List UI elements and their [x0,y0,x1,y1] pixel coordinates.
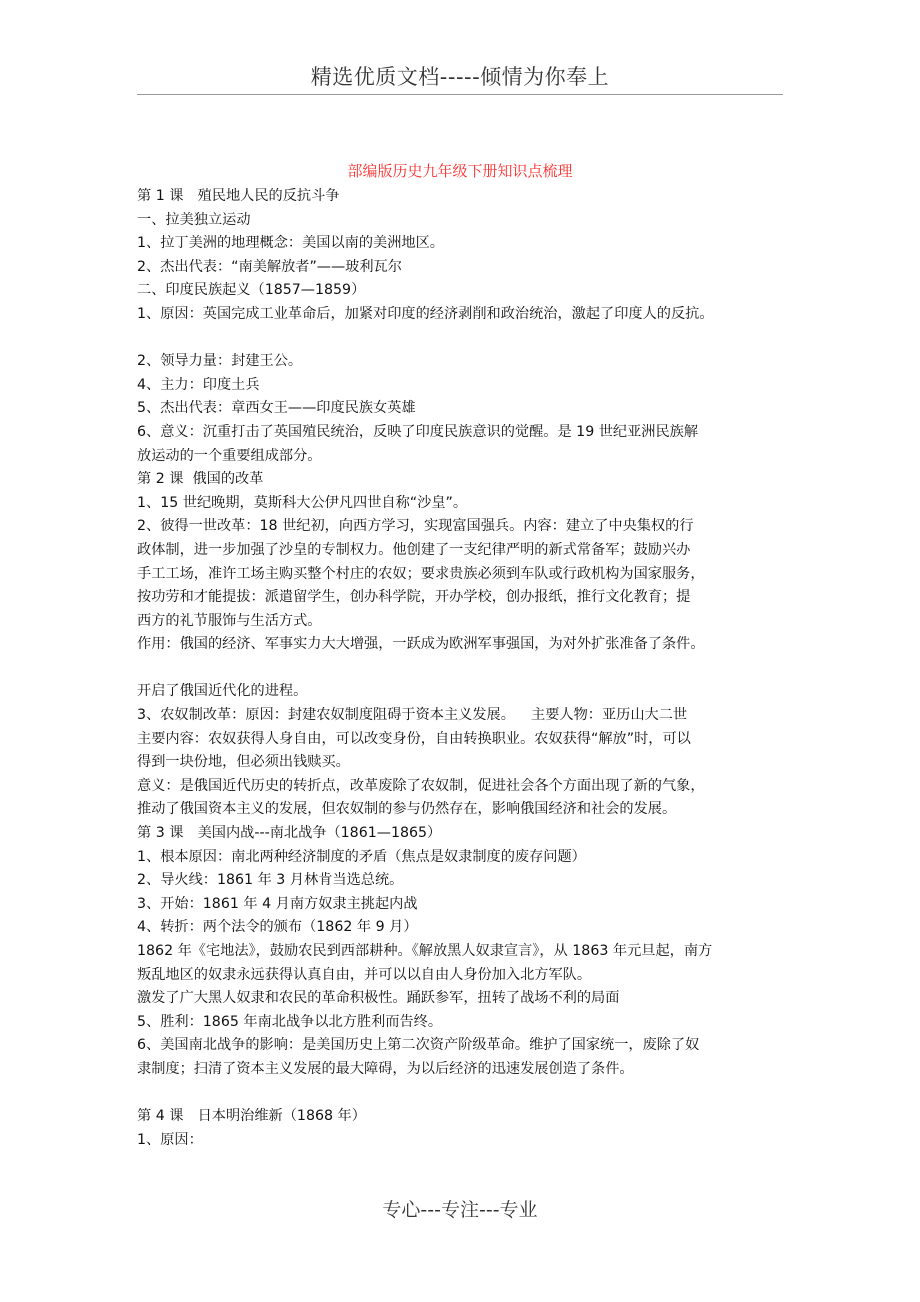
paragraph-line: 3、农奴制改革：原因：封建农奴制度阻碍于资本主义发展。 主要人物：亚历山大二世 [137,707,688,724]
paragraph-line: 得到一块份地，但必须出钱赎买。 [137,754,350,771]
paragraph-line: 作用：俄国的经济、军事实力大大增强，一跃成为欧洲军事强国，为对外扩张准备了条件。 [137,636,705,653]
paragraph-line: 6、美国南北战争的影响：是美国历史上第二次资产阶级革命。维护了国家统一，废除了奴 [137,1037,700,1054]
paragraph-line: 意义：是俄国近代历史的转折点，改革废除了农奴制，促进社会各个方面出现了新的气象， [137,777,705,794]
paragraph-line: 隶制度；扫清了资本主义发展的最大障碍，为以后经济的迅速发展创造了条件。 [137,1060,634,1077]
section-heading: 二、印度民族起义（1857—1859） [137,282,366,299]
lesson-heading: 第 1 课 殖民地人民的反抗斗争 [137,188,340,204]
paragraph-line: 3、开始：1861 年 4 月南方奴隶主挑起内战 [137,895,418,912]
page-footer: 专心---专注---专业 [382,1199,538,1221]
paragraph-line: 放运动的一个重要组成部分。 [137,447,322,464]
paragraph-line: 政体制，进一步加强了沙皇的专制权力。他创建了一支纪律严明的新式常备军；鼓励兴办 [137,541,691,558]
paragraph-line: 1、拉丁美洲的地理概念：美国以南的美洲地区。 [137,235,444,252]
paragraph-line: 6、意义：沉重打击了英国殖民统治，反映了印度民族意识的觉醒。是 19 世纪亚洲民族解 [137,423,699,440]
paragraph-line: 2、导火线：1861 年 3 月林肯当选总统。 [137,872,404,889]
paragraph-line: 5、杰出代表：章西女王——印度民族女英雄 [137,400,416,417]
lesson-heading: 第 3 课 美国内战---南北战争（1861—1865） [137,825,442,842]
paragraph-line: 5、胜利：1865 年南北战争以北方胜利而告终。 [137,1013,443,1030]
paragraph-line: 2、领导力量：封建王公。 [137,353,303,370]
paragraph-line: 1862 年《宅地法》，鼓励农民到西部耕种。《解放黑人奴隶宣言》，从 1863 年元旦起，南方 [137,943,713,959]
paragraph-line: 开启了俄国近代化的进程。 [137,683,308,700]
paragraph-line: 1、15 世纪晚期，莫斯科大公伊凡四世自称“沙皇”。 [137,494,468,511]
lesson-heading: 第 4 课 日本明治维新（1868 年） [137,1108,366,1125]
document-body [137,185,787,1152]
blank-line [137,327,787,351]
section-heading: 一、拉美独立运动 [137,211,251,228]
page-header: 精选优质文档-----倾情为你奉上 [310,65,610,89]
paragraph-line: 叛乱地区的奴隶永远获得认真自由，并可以以自由人身份加入北方军队。 [137,966,592,983]
paragraph-line: 激发了广大黑人奴隶和农民的革命积极性。踊跃参军，扭转了战场不利的局面 [137,990,620,1007]
document-title: 部编版历史九年级下册知识点梳理 [347,162,573,180]
paragraph-line: 1、原因： [137,1131,203,1148]
blank-line [137,657,787,681]
lesson-heading: 第 2 课 俄国的改革 [137,471,264,488]
paragraph-line: 4、转折：两个法令的颁布（1862 年 9 月） [137,919,418,936]
paragraph-line: 主要内容：农奴获得人身自由，可以改变身份，自由转换职业。农奴获得“解放”时，可以 [137,730,691,747]
paragraph-line: 2、杰出代表：“南美解放者”——玻利瓦尔 [137,258,402,275]
header-divider [137,94,783,95]
paragraph-line: 手工工场，准许工场主购买整个村庄的农奴；要求贵族必须到车队或行政机构为国家服务， [137,565,705,582]
paragraph-line: 西方的礼节服饰与生活方式。 [137,612,322,629]
paragraph-line: 4、主力：印度土兵 [137,376,260,393]
paragraph-line: 1、原因：英国完成工业革命后，加紧对印度的经济剥削和政治统治，激起了印度人的反抗。 [137,305,714,322]
paragraph-line: 2、彼得一世改革：18 世纪初，向西方学习，实现富国强兵。内容：建立了中央集权的行 [137,518,694,535]
paragraph-line: 按功劳和才能提拔：派遣留学生，创办科学院，开办学校，创办报纸，推行文化教育；提 [137,589,691,606]
blank-line [137,1082,787,1106]
paragraph-line: 1、根本原因：南北两种经济制度的矛盾（焦点是奴隶制度的废存问题） [137,848,586,865]
paragraph-line: 推动了俄国资本主义的发展，但农奴制的参与仍然存在，影响俄国经济和社会的发展。 [137,801,677,818]
